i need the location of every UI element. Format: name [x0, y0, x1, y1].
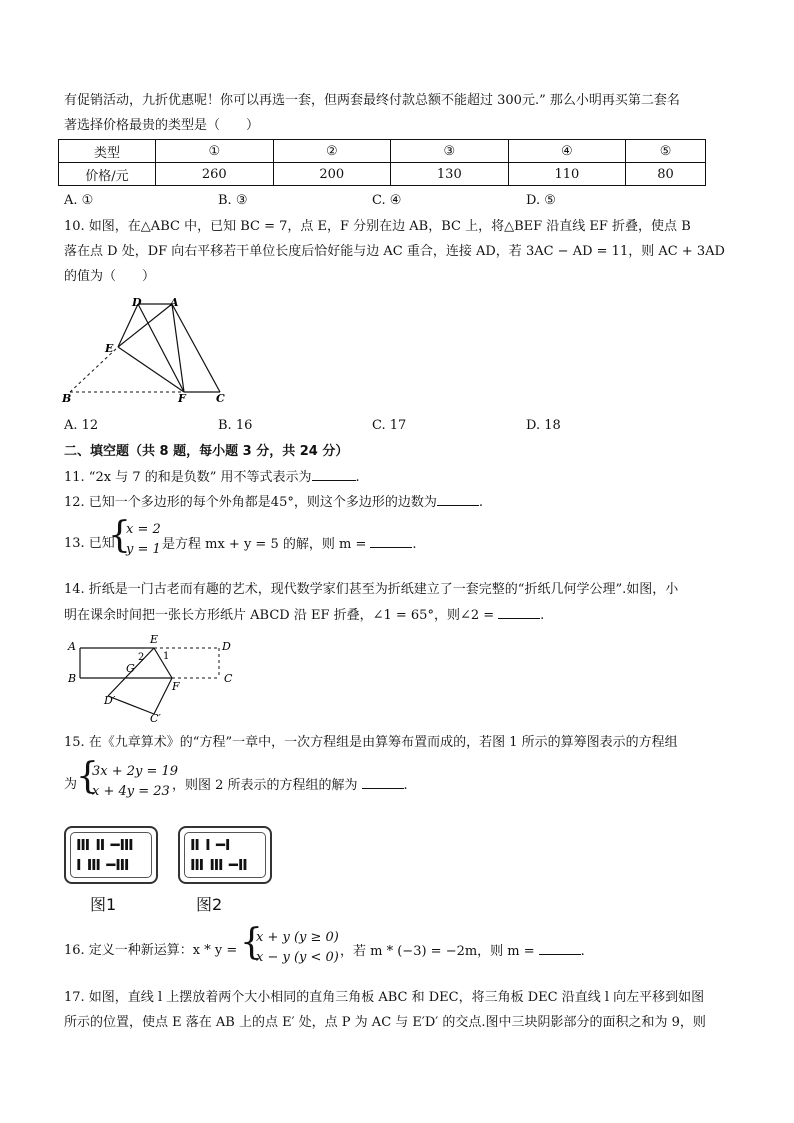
line-ed	[118, 304, 138, 347]
angle-1-label: 1	[163, 651, 170, 662]
table-cell: 价格/元	[59, 163, 156, 186]
table-cell: ①	[156, 140, 274, 163]
answer-blank[interactable]	[498, 606, 540, 619]
table-cell: ⑤	[626, 140, 706, 163]
label-f: F	[178, 392, 186, 405]
case-1: x + y (y ≥ 0)	[256, 930, 339, 945]
label-d-prime: D′	[104, 694, 116, 707]
table-cell: 260	[156, 163, 274, 186]
table-row	[59, 140, 706, 163]
q13-pre: 13. 已知	[64, 536, 115, 551]
q11-stem: 11. “2x 与 7 的和是负数” 用不等式表示为	[64, 470, 312, 485]
answer-blank[interactable]	[539, 942, 581, 955]
option-c[interactable]: C. ④	[372, 193, 402, 208]
option-d[interactable]: D. 18	[526, 418, 561, 433]
section-heading: 二、填空题（共 8 题，每小题 3 分，共 24 分）	[64, 444, 349, 459]
q14-text-line1: 14. 折纸是一门古老而有趣的艺术，现代数学家们甚至为折纸建立了一套完整的“折纸几何学公理”.如图，小	[64, 582, 679, 597]
label-b: B	[62, 392, 72, 405]
q15-post: ，则图 2 所表示的方程组的解为	[172, 778, 358, 793]
line-df	[138, 304, 184, 392]
brace-symbol: {	[108, 515, 131, 556]
table-cell: 130	[391, 163, 509, 186]
rods-row-1: Ⅲ Ⅱ ━Ⅲ	[76, 836, 134, 854]
label-b: B	[68, 672, 77, 685]
label-g: G	[126, 662, 135, 675]
line-ac	[172, 304, 220, 392]
q10-text-line1: 10. 如图，在△ABC 中，已知 BC = 7，点 E，F 分别在边 AB，BC 上，将△BEF 沿直线 EF 折叠，使点 B	[64, 219, 691, 234]
q9-text-line2: 著选择价格最贵的类型是（ ）	[64, 118, 260, 133]
q15-post-wrap: ，则图 2 所表示的方程组的解为 .	[172, 778, 408, 793]
figure-2-caption: 图2	[196, 895, 223, 914]
equation-1: x = 2	[126, 522, 161, 537]
q13-system	[126, 520, 161, 560]
line-af	[172, 304, 184, 392]
label-d: D	[222, 640, 231, 653]
q17-text-line1: 17. 如图，直线 l 上摆放着两个大小相同的直角三角板 ABC 和 DEC，将三角板 DEC 沿直线 l 向左平移到如图	[64, 990, 705, 1005]
q13-post: 是方程 mx + y = 5 的解，则 m =	[162, 537, 367, 552]
q13-post-wrap: 是方程 mx + y = 5 的解，则 m = .	[162, 537, 417, 552]
q17-text-line2: 所示的位置，使点 E 落在 AB 上的点 E′ 处，点 P 为 AC 与 E′D′ 的交点.图中三块阴影部分的面积之和为 9，则	[64, 1015, 706, 1030]
q12-text: 12. 已知一个多边形的每个外角都是45°，则这个多边形的边数为 .	[64, 495, 483, 510]
q14-folding-figure	[64, 632, 244, 724]
option-a[interactable]: A. 12	[64, 418, 99, 433]
table-cell: 80	[626, 163, 706, 186]
label-c-prime: C′	[150, 712, 161, 724]
brace-symbol: {	[76, 756, 99, 797]
q9-text-line1: 有促销活动，九折优惠呢！你可以再选一套，但两套最终付款总额不能超过 300元.” 那么小明再买第二套名	[64, 93, 680, 108]
table-cell: ③	[391, 140, 509, 163]
table-cell: 110	[508, 163, 626, 186]
brace-symbol: {	[240, 922, 263, 963]
answer-blank[interactable]	[437, 493, 479, 506]
answer-blank[interactable]	[312, 468, 356, 481]
label-c: C	[224, 672, 233, 685]
figure-1-caption: 图1	[90, 895, 117, 914]
case-2: x − y (y < 0)	[256, 950, 339, 965]
q16-post: ，若 m * (−3) = −2m，则 m =	[340, 944, 535, 959]
table-cell: 类型	[59, 140, 156, 163]
label-e: E	[105, 342, 114, 355]
table-cell: ④	[508, 140, 626, 163]
option-a[interactable]: A. ①	[64, 193, 94, 208]
q10-text-line3: 的值为（ ）	[64, 269, 156, 284]
q16-pre: 16. 定义一种新运算：x * y =	[64, 943, 238, 958]
q14-text-line2: 明在课余时间把一张长方形纸片 ABCD 沿 EF 折叠，∠1 = 65°，则∠2 =	[64, 608, 495, 623]
answer-blank[interactable]	[370, 535, 412, 548]
q16-post-wrap: ，若 m * (−3) = −2m，则 m = .	[340, 944, 585, 959]
price-table	[58, 139, 706, 186]
q10-text-line2: 落在点 D 处，DF 向右平移若干单位长度后恰好能与边 AC 重合，连接 AD，若 3AC − AD = 11，则 AC + 3AD	[64, 244, 725, 259]
answer-blank[interactable]	[362, 776, 404, 789]
counting-rods-figure-1	[64, 826, 158, 884]
equation-1: 3x + 2y = 19	[92, 764, 179, 779]
angle-2-label: 2	[138, 652, 145, 663]
rods-row-2: Ⅲ Ⅲ ━Ⅱ	[190, 856, 248, 874]
q10-triangle-figure	[60, 294, 240, 406]
q11-text: 11. “2x 与 7 的和是负数” 用不等式表示为 .	[64, 470, 360, 485]
table-row	[59, 163, 706, 186]
label-f: F	[172, 680, 180, 693]
line-ea	[118, 304, 172, 347]
table-cell: 200	[273, 163, 391, 186]
q15-text-line1: 15. 在《九章算术》的“方程”一章中，一次方程组是由算筹布置而成的，若图 1 所示的算筹图表示的方程组	[64, 735, 678, 750]
equation-2: y = 1	[126, 542, 161, 557]
label-a: A	[68, 640, 76, 653]
line-ef	[118, 347, 184, 392]
option-c[interactable]: C. 17	[372, 418, 407, 433]
label-e: E	[150, 633, 159, 646]
table-cell: ②	[273, 140, 391, 163]
option-b[interactable]: B. ③	[218, 193, 248, 208]
option-d[interactable]: D. ⑤	[526, 193, 556, 208]
counting-rods-figure-2	[178, 826, 272, 884]
q15-pre: 为	[64, 777, 78, 792]
rods-row-2: Ⅰ Ⅲ ━Ⅲ	[76, 856, 130, 874]
q14-text-line2-wrap: 明在课余时间把一张长方形纸片 ABCD 沿 EF 折叠，∠1 = 65°，则∠2 = .	[64, 608, 545, 623]
q15-system	[92, 762, 178, 802]
label-a: A	[170, 296, 179, 309]
equation-2: x + 4y = 23	[92, 784, 170, 799]
rods-row-1: Ⅱ Ⅰ ━Ⅰ	[190, 836, 231, 854]
q16-system	[256, 928, 339, 968]
label-c: C	[216, 392, 225, 405]
option-b[interactable]: B. 16	[218, 418, 253, 433]
label-d: D	[132, 296, 142, 309]
q12-stem: 12. 已知一个多边形的每个外角都是45°，则这个多边形的边数为	[64, 495, 437, 510]
